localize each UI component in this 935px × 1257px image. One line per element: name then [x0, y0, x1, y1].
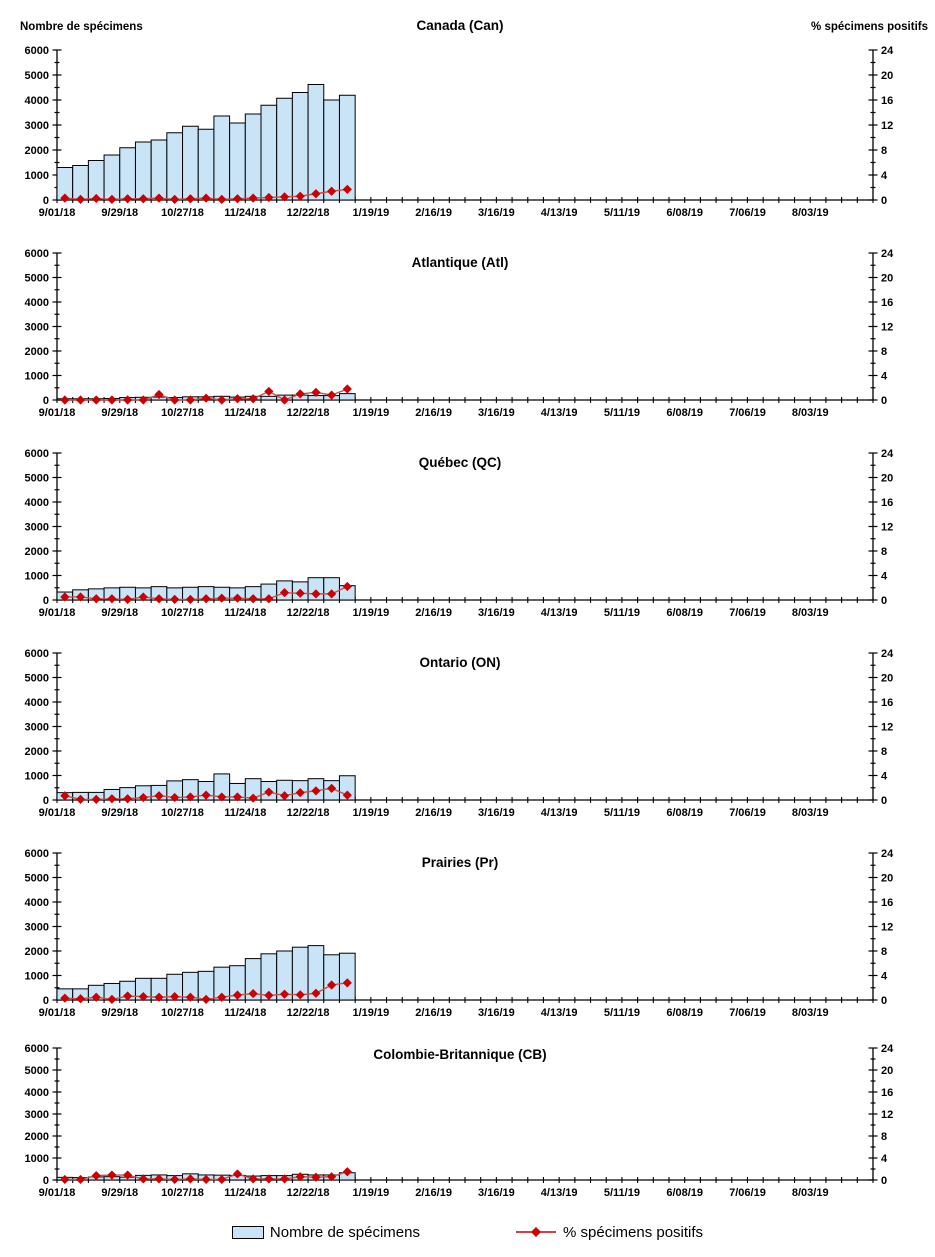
right-axis-tick-label: 20 [881, 70, 894, 82]
right-axis-tick-label: 16 [881, 297, 894, 309]
right-axis-tick-label: 20 [881, 872, 894, 885]
chart-cb [0, 1040, 935, 1207]
x-axis-tick-label: 5/11/19 [603, 1187, 640, 1199]
left-axis-tick-label: 5000 [24, 1065, 49, 1077]
chart-title-on: Ontario (ON) [419, 655, 501, 670]
x-axis-tick-label: 11/24/18 [224, 607, 267, 619]
legend [0, 1207, 935, 1257]
x-axis-tick-label: 11/24/18 [224, 1007, 267, 1019]
left-axis-tick-label: 4000 [24, 897, 49, 909]
bar [339, 953, 355, 1000]
x-axis-tick-label: 12/22/18 [286, 407, 330, 419]
x-axis-tick-label: 9/29/18 [101, 207, 139, 219]
x-axis-tick-label: 3/16/19 [478, 407, 515, 419]
x-axis-tick-label: 2/16/19 [415, 407, 452, 419]
x-axis-tick-label: 2/16/19 [415, 807, 452, 819]
left-axis-tick-label: 3000 [24, 721, 49, 734]
right-axis-tick-label: 0 [881, 1175, 888, 1187]
x-axis-tick-label: 5/11/19 [603, 807, 640, 819]
left-axis-tick-label: 4000 [24, 497, 49, 509]
x-axis-tick-label: 10/27/18 [161, 607, 204, 619]
bar [292, 93, 308, 201]
bar [151, 140, 167, 200]
bar [167, 133, 183, 200]
x-axis-tick-label: 6/08/19 [666, 207, 704, 219]
right-axis-tick-label: 12 [881, 721, 894, 734]
diamond-marker [201, 394, 210, 403]
right-axis-tick-label: 8 [881, 1131, 888, 1143]
diamond-marker [264, 387, 273, 396]
left-axis-tick-label: 0 [42, 995, 49, 1007]
bar [324, 100, 340, 200]
x-axis-tick-label: 6/08/19 [666, 1007, 704, 1019]
right-axis-tick-label: 24 [881, 848, 894, 860]
left-axis-tick-label: 6000 [24, 448, 49, 460]
left-axis-tick-label: 4000 [24, 95, 49, 107]
bar [104, 155, 120, 200]
x-axis-tick-label: 6/08/19 [666, 607, 704, 619]
right-axis-tick-label: 24 [881, 448, 894, 460]
x-axis-tick-label: 10/27/18 [161, 407, 204, 419]
x-axis-tick-label: 12/22/18 [286, 807, 330, 819]
x-axis-tick-label: 5/11/19 [603, 607, 640, 619]
right-axis-tick-label: 12 [881, 521, 894, 534]
left-axis-tick-label: 6000 [24, 45, 49, 57]
right-axis-tick-label: 16 [881, 897, 894, 909]
x-axis-tick-label: 8/03/19 [791, 1007, 829, 1019]
x-axis-tick-label: 8/03/19 [791, 807, 829, 819]
x-axis-tick-label: 5/11/19 [603, 207, 640, 219]
left-axis-tick-label: 0 [42, 395, 49, 407]
diamond-marker [60, 1175, 69, 1184]
x-axis-tick-label: 4/13/19 [540, 807, 578, 819]
x-axis-tick-label: 3/16/19 [478, 607, 515, 619]
right-axis-tick-label: 20 [881, 1065, 894, 1077]
right-axis-tick-label: 16 [881, 497, 894, 509]
left-axis-tick-label: 6000 [24, 648, 49, 660]
x-axis-tick-label: 4/13/19 [540, 1007, 578, 1019]
x-axis-tick-label: 7/06/19 [729, 807, 766, 819]
bar [183, 126, 199, 200]
x-axis-tick-label: 5/11/19 [603, 1007, 640, 1019]
left-axis-tick-label: 3000 [24, 321, 49, 334]
bar [339, 394, 355, 400]
specimen-bar-swatch-icon [232, 1226, 264, 1239]
right-axis-tick-label: 4 [881, 1153, 888, 1165]
right-axis-title: % spécimens positifs [811, 21, 928, 33]
right-axis-tick-label: 12 [881, 921, 894, 934]
right-axis-tick-label: 0 [881, 795, 888, 807]
right-axis-tick-label: 4 [881, 370, 888, 383]
right-axis-tick-label: 4 [881, 170, 888, 182]
right-axis-tick-label: 0 [881, 195, 888, 207]
right-axis-tick-label: 8 [881, 346, 888, 358]
chart-title-atl: Atlantique (Atl) [411, 255, 509, 270]
x-axis-tick-label: 7/06/19 [729, 407, 766, 419]
diamond-marker [249, 394, 258, 403]
left-axis-tick-label: 1000 [24, 370, 49, 383]
x-axis-tick-label: 9/29/18 [101, 607, 139, 619]
x-axis-tick-label: 10/27/18 [161, 807, 204, 819]
x-axis-tick-label: 9/01/18 [38, 607, 76, 619]
bar [261, 396, 277, 400]
right-axis-tick-label: 8 [881, 946, 888, 958]
legend-diamond-marker [531, 1227, 541, 1237]
x-axis-tick-label: 11/24/18 [224, 407, 267, 419]
x-axis-tick-label: 1/19/19 [352, 807, 390, 819]
x-axis-tick-label: 10/27/18 [161, 1187, 204, 1199]
x-axis-tick-label: 9/01/18 [38, 1187, 76, 1199]
right-axis-tick-label: 24 [881, 248, 894, 260]
x-axis-tick-label: 4/13/19 [540, 607, 578, 619]
left-axis-tick-label: 3000 [24, 1109, 49, 1121]
left-axis-tick-label: 2000 [24, 145, 49, 157]
right-axis-tick-label: 16 [881, 95, 894, 107]
right-axis-tick-label: 20 [881, 472, 894, 485]
diamond-marker [76, 395, 85, 404]
chart-pr [0, 840, 935, 1040]
left-axis-tick-label: 5000 [24, 472, 49, 485]
right-axis-tick-label: 12 [881, 1109, 894, 1121]
x-axis-tick-label: 9/29/18 [101, 1187, 139, 1199]
x-axis-tick-label: 4/13/19 [540, 1187, 578, 1199]
x-axis-tick-label: 8/03/19 [791, 207, 829, 219]
diamond-marker [343, 384, 352, 393]
chart-qc [0, 440, 935, 640]
bar [261, 105, 277, 200]
left-axis-tick-label: 3000 [24, 120, 49, 132]
x-axis-tick-label: 12/22/18 [286, 207, 330, 219]
right-axis-tick-label: 0 [881, 395, 888, 407]
x-axis-tick-label: 6/08/19 [666, 807, 704, 819]
x-axis-tick-label: 9/01/18 [38, 207, 76, 219]
x-axis-tick-label: 1/19/19 [352, 407, 390, 419]
right-axis-tick-label: 12 [881, 120, 894, 132]
x-axis-tick-label: 7/06/19 [729, 1187, 766, 1199]
x-axis-tick-label: 12/22/18 [286, 607, 330, 619]
x-axis-tick-label: 11/24/18 [224, 1187, 267, 1199]
legend-item-specimens [232, 1224, 420, 1241]
left-axis-tick-label: 4000 [24, 697, 49, 709]
x-axis-tick-label: 11/24/18 [224, 207, 267, 219]
left-axis-tick-label: 5000 [24, 872, 49, 885]
x-axis-tick-label: 3/16/19 [478, 207, 515, 219]
x-axis-tick-label: 7/06/19 [729, 607, 766, 619]
bar [245, 114, 261, 200]
x-axis-tick-label: 9/29/18 [101, 407, 139, 419]
chart-on [0, 640, 935, 840]
right-axis-tick-label: 0 [881, 595, 888, 607]
bar [230, 123, 246, 200]
left-axis-tick-label: 6000 [24, 1043, 49, 1055]
x-axis-tick-label: 9/01/18 [38, 807, 76, 819]
right-axis-tick-label: 12 [881, 321, 894, 334]
x-axis-tick-label: 1/19/19 [352, 1187, 390, 1199]
left-axis-tick-label: 3000 [24, 521, 49, 534]
left-axis-tick-label: 2000 [24, 546, 49, 558]
x-axis-tick-label: 4/13/19 [540, 207, 578, 219]
right-axis-tick-label: 0 [881, 995, 888, 1007]
bar [198, 129, 214, 200]
bars-series [57, 85, 355, 201]
x-axis-tick-label: 8/03/19 [791, 1187, 829, 1199]
left-axis-tick-label: 6000 [24, 848, 49, 860]
positivity-line-swatch-icon [515, 1225, 557, 1239]
left-axis-tick-label: 2000 [24, 346, 49, 358]
left-axis-title: Nombre de spécimens [20, 21, 143, 33]
bar [277, 98, 293, 200]
chart-title-pr: Prairies (Pr) [421, 855, 499, 870]
left-axis-tick-label: 1000 [24, 1153, 49, 1165]
left-axis-tick-label: 5000 [24, 272, 49, 285]
x-axis-tick-label: 9/29/18 [101, 1007, 139, 1019]
diamond-marker [139, 395, 148, 404]
right-axis-tick-label: 24 [881, 1043, 894, 1055]
x-axis-tick-label: 11/24/18 [224, 807, 267, 819]
x-axis-tick-label: 12/22/18 [286, 1007, 330, 1019]
x-axis-tick-label: 3/16/19 [478, 1187, 515, 1199]
bar [135, 142, 151, 200]
diamond-marker [60, 395, 69, 404]
left-axis-tick-label: 1000 [24, 970, 49, 983]
right-axis-tick-label: 4 [881, 770, 888, 783]
left-axis-tick-label: 2000 [24, 1131, 49, 1143]
chart-title-can: Canada (Can) [416, 18, 504, 33]
right-axis-tick-label: 24 [881, 45, 894, 57]
x-axis-tick-label: 10/27/18 [161, 207, 204, 219]
left-axis-tick-label: 0 [42, 595, 49, 607]
right-axis-tick-label: 16 [881, 697, 894, 709]
x-axis-tick-label: 2/16/19 [415, 207, 452, 219]
chart-can [0, 0, 935, 240]
diamond-marker [170, 395, 179, 404]
chart-atl [0, 240, 935, 440]
x-axis-tick-label: 2/16/19 [415, 607, 452, 619]
diamond-marker [76, 1175, 85, 1184]
x-axis-tick-label: 9/29/18 [101, 807, 139, 819]
left-axis-tick-label: 0 [42, 195, 49, 207]
left-axis-tick-label: 5000 [24, 70, 49, 82]
x-axis-tick-label: 7/06/19 [729, 1007, 766, 1019]
x-axis-tick-label: 10/27/18 [161, 1007, 204, 1019]
x-axis-tick-label: 9/01/18 [38, 1007, 76, 1019]
left-axis-tick-label: 0 [42, 795, 49, 807]
x-axis-tick-label: 6/08/19 [666, 1187, 704, 1199]
x-axis-tick-label: 9/01/18 [38, 407, 76, 419]
x-axis-tick-label: 1/19/19 [352, 207, 390, 219]
left-axis-tick-label: 2000 [24, 946, 49, 958]
diamond-marker [92, 395, 101, 404]
left-axis-tick-label: 1000 [24, 170, 49, 182]
left-axis-tick-label: 5000 [24, 672, 49, 685]
x-axis-tick-label: 3/16/19 [478, 1007, 515, 1019]
right-axis-tick-label: 8 [881, 546, 888, 558]
x-axis-tick-label: 1/19/19 [352, 607, 390, 619]
right-axis-tick-label: 8 [881, 145, 888, 157]
bar [214, 116, 230, 200]
left-axis-tick-label: 2000 [24, 746, 49, 758]
diamond-marker [107, 395, 116, 404]
left-axis-tick-label: 4000 [24, 1087, 49, 1099]
bar [120, 148, 136, 200]
x-axis-tick-label: 2/16/19 [415, 1007, 452, 1019]
bar [308, 85, 324, 201]
x-axis-tick-label: 4/13/19 [540, 407, 578, 419]
legend-label-positivity: % spécimens positifs [563, 1223, 704, 1241]
left-axis-tick-label: 3000 [24, 921, 49, 934]
right-axis-tick-label: 4 [881, 570, 888, 583]
x-axis-tick-label: 6/08/19 [666, 407, 704, 419]
x-axis-tick-label: 3/16/19 [478, 807, 515, 819]
right-axis-tick-label: 4 [881, 970, 888, 983]
legend-label-specimens: Nombre de spécimens [269, 1223, 420, 1241]
chart-title-qc: Québec (QC) [418, 455, 502, 470]
left-axis-tick-label: 0 [42, 1175, 49, 1187]
left-axis-tick-label: 1000 [24, 570, 49, 583]
x-axis-tick-label: 8/03/19 [791, 607, 829, 619]
bars-series [57, 946, 355, 1000]
chart-title-cb: Colombie-Britannique (CB) [373, 1047, 547, 1062]
x-axis-tick-label: 2/16/19 [415, 1187, 452, 1199]
x-axis-tick-label: 8/03/19 [791, 407, 829, 419]
left-axis-tick-label: 1000 [24, 770, 49, 783]
right-axis-tick-label: 16 [881, 1087, 894, 1099]
diamond-marker [123, 395, 132, 404]
right-axis-tick-label: 20 [881, 672, 894, 685]
left-axis-tick-label: 6000 [24, 248, 49, 260]
x-axis-tick-label: 5/11/19 [603, 407, 640, 419]
diamond-marker [233, 394, 242, 403]
right-axis-tick-label: 8 [881, 746, 888, 758]
x-axis-tick-label: 1/19/19 [352, 1007, 390, 1019]
x-axis-tick-label: 7/06/19 [729, 207, 766, 219]
right-axis-tick-label: 20 [881, 272, 894, 285]
left-axis-tick-label: 4000 [24, 297, 49, 309]
right-axis-tick-label: 24 [881, 648, 894, 660]
bar [324, 955, 340, 1000]
x-axis-tick-label: 12/22/18 [286, 1187, 330, 1199]
legend-item-positivity [515, 1224, 703, 1241]
bar [339, 95, 355, 200]
